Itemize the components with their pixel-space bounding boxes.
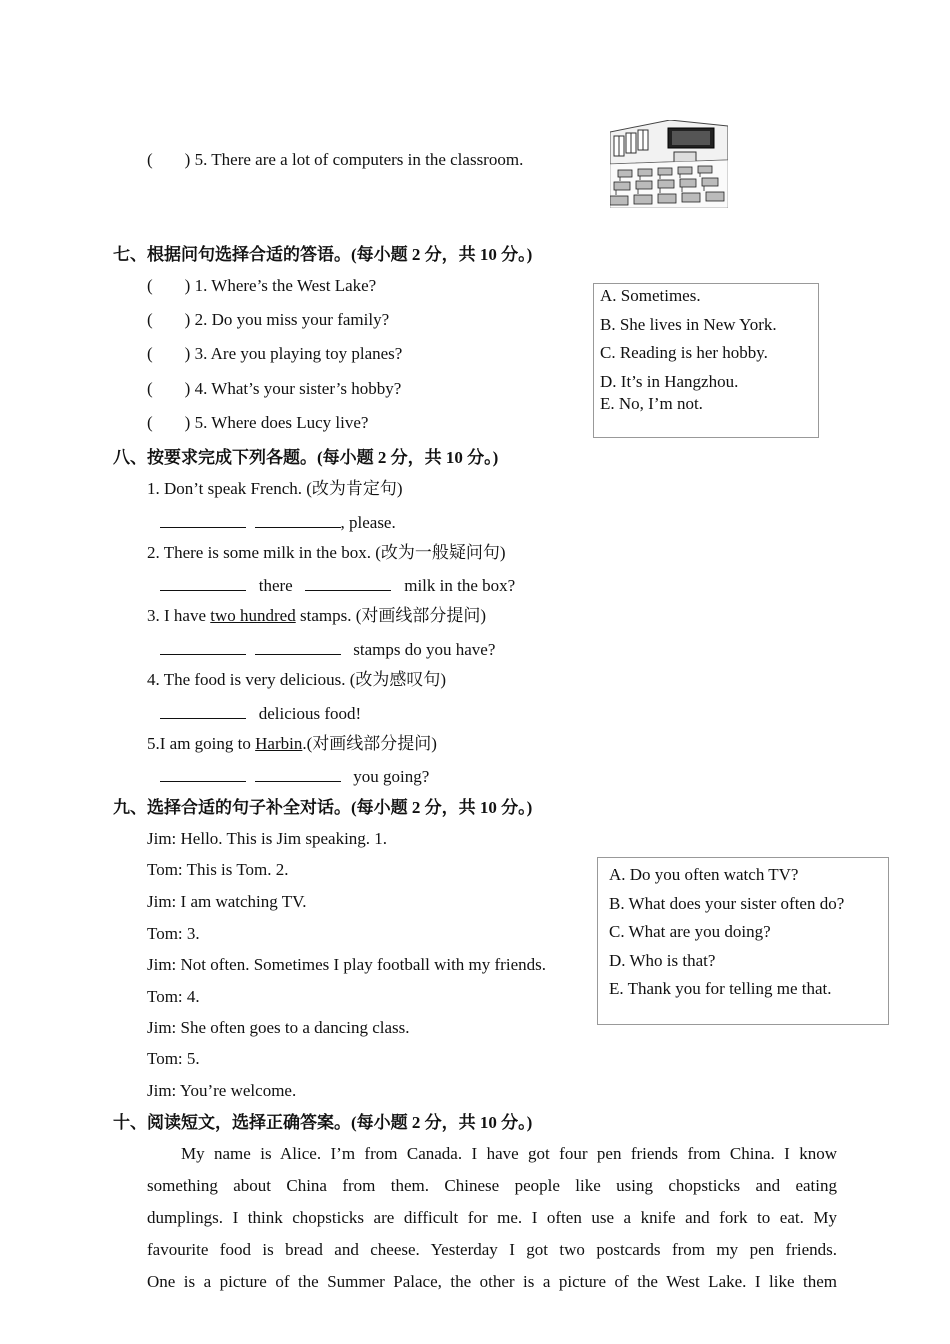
answer-blank[interactable] xyxy=(160,638,246,655)
list-item: ( ) 1. Where’s the West Lake? xyxy=(147,276,377,295)
option-a: A. Sometimes. xyxy=(600,286,701,305)
dialogue-line: Jim: I am watching TV. xyxy=(147,892,307,911)
section-heading-10: 十、阅读短文，选择正确答案。(每小题 2 分，共 10 分。) xyxy=(113,1113,533,1132)
dialogue-line: Jim: You’re welcome. xyxy=(147,1081,297,1100)
part8-q2-answer: there milk in the box? xyxy=(160,574,515,596)
option-d: D. Who is that? xyxy=(609,951,716,970)
option-e: E. Thank you for telling me that. xyxy=(609,979,832,998)
option-c: C. Reading is her hobby. xyxy=(600,343,768,362)
section-heading-8: 八、按要求完成下列各题。(每小题 2 分，共 10 分。) xyxy=(113,448,499,467)
section-heading-7: 七、根据问句选择合适的答语。(每小题 2 分，共 10 分。) xyxy=(113,245,533,264)
dialogue-line: Tom: This is Tom. 2. xyxy=(147,860,289,879)
answer-blank[interactable] xyxy=(160,765,246,782)
dialogue-line: Jim: Hello. This is Jim speaking. 1. xyxy=(147,829,388,848)
part8-q2-prompt: 2. There is some milk in the box. (改为一般疑问句) xyxy=(147,543,506,562)
dialogue-line: Tom: 5. xyxy=(147,1049,200,1068)
answer-blank[interactable] xyxy=(305,574,391,591)
classroom-image xyxy=(610,120,728,208)
part8-q3-answer: stamps do you have? xyxy=(160,638,495,660)
list-item: ( ) 2. Do you miss your family? xyxy=(147,310,390,329)
part8-q1-answer: , please. xyxy=(160,511,396,533)
answer-blank[interactable] xyxy=(255,511,341,528)
part6-question-5: ( ) 5. There are a lot of computers in the classroom. xyxy=(147,150,524,169)
option-b: B. What does your sister often do? xyxy=(609,894,845,913)
option-d: D. It’s in Hangzhou. xyxy=(600,372,739,391)
answer-blank[interactable] xyxy=(255,638,341,655)
option-c: C. What are you doing? xyxy=(609,922,771,941)
answer-blank[interactable] xyxy=(255,765,341,782)
dialogue-line: Jim: Not often. Sometimes I play football with my friends. xyxy=(147,955,546,974)
part9-options-box xyxy=(597,857,889,1025)
section-heading-9: 九、选择合适的句子补全对话。(每小题 2 分，共 10 分。) xyxy=(113,798,533,817)
answer-blank[interactable] xyxy=(160,702,246,719)
passage-line: something about China from them. Chinese people like using chopsticks and eating xyxy=(147,1176,837,1195)
part7-options-box xyxy=(593,283,819,438)
list-item: ( ) 3. Are you playing toy planes? xyxy=(147,344,403,363)
passage-line: favourite food is bread and cheese. Yesterday I got two postcards from my pen friends. xyxy=(147,1240,837,1259)
dialogue-line: Jim: She often goes to a dancing class. xyxy=(147,1018,410,1037)
part8-q1-prompt: 1. Don’t speak French. (改为肯定句) xyxy=(147,479,403,498)
option-e: E. No, I’m not. xyxy=(600,394,703,413)
option-b: B. She lives in New York. xyxy=(600,315,777,334)
passage-line: My name is Alice. I’m from Canada. I have got four pen friends from China. I know xyxy=(181,1144,837,1163)
part8-q5-answer: you going? xyxy=(160,765,429,787)
passage-line: dumplings. I think chopsticks are difficult for me. I often use a knife and fork to eat. My xyxy=(147,1208,837,1227)
part8-q4-prompt: 4. The food is very delicious. (改为感叹句) xyxy=(147,670,447,689)
answer-blank[interactable] xyxy=(160,574,246,591)
answer-blank[interactable] xyxy=(160,511,246,528)
part8-q3-prompt: 3. I have two hundred stamps. (对画线部分提问) xyxy=(147,606,487,625)
reading-passage xyxy=(147,1138,837,1298)
list-item: ( ) 5. Where does Lucy live? xyxy=(147,413,369,432)
list-item: ( ) 4. What’s your sister’s hobby? xyxy=(147,379,402,398)
part8-q4-answer: delicious food! xyxy=(160,702,361,724)
part8-q5-prompt: 5.I am going to Harbin.(对画线部分提问) xyxy=(147,734,437,753)
passage-line: One is a picture of the Summer Palace, the other is a picture of the West Lake. I like them xyxy=(147,1272,837,1291)
question-text: 5. There are a lot of computers in the classroom. xyxy=(194,150,524,169)
option-a: A. Do you often watch TV? xyxy=(609,865,799,884)
dialogue-line: Tom: 4. xyxy=(147,987,200,1006)
dialogue-line: Tom: 3. xyxy=(147,924,200,943)
